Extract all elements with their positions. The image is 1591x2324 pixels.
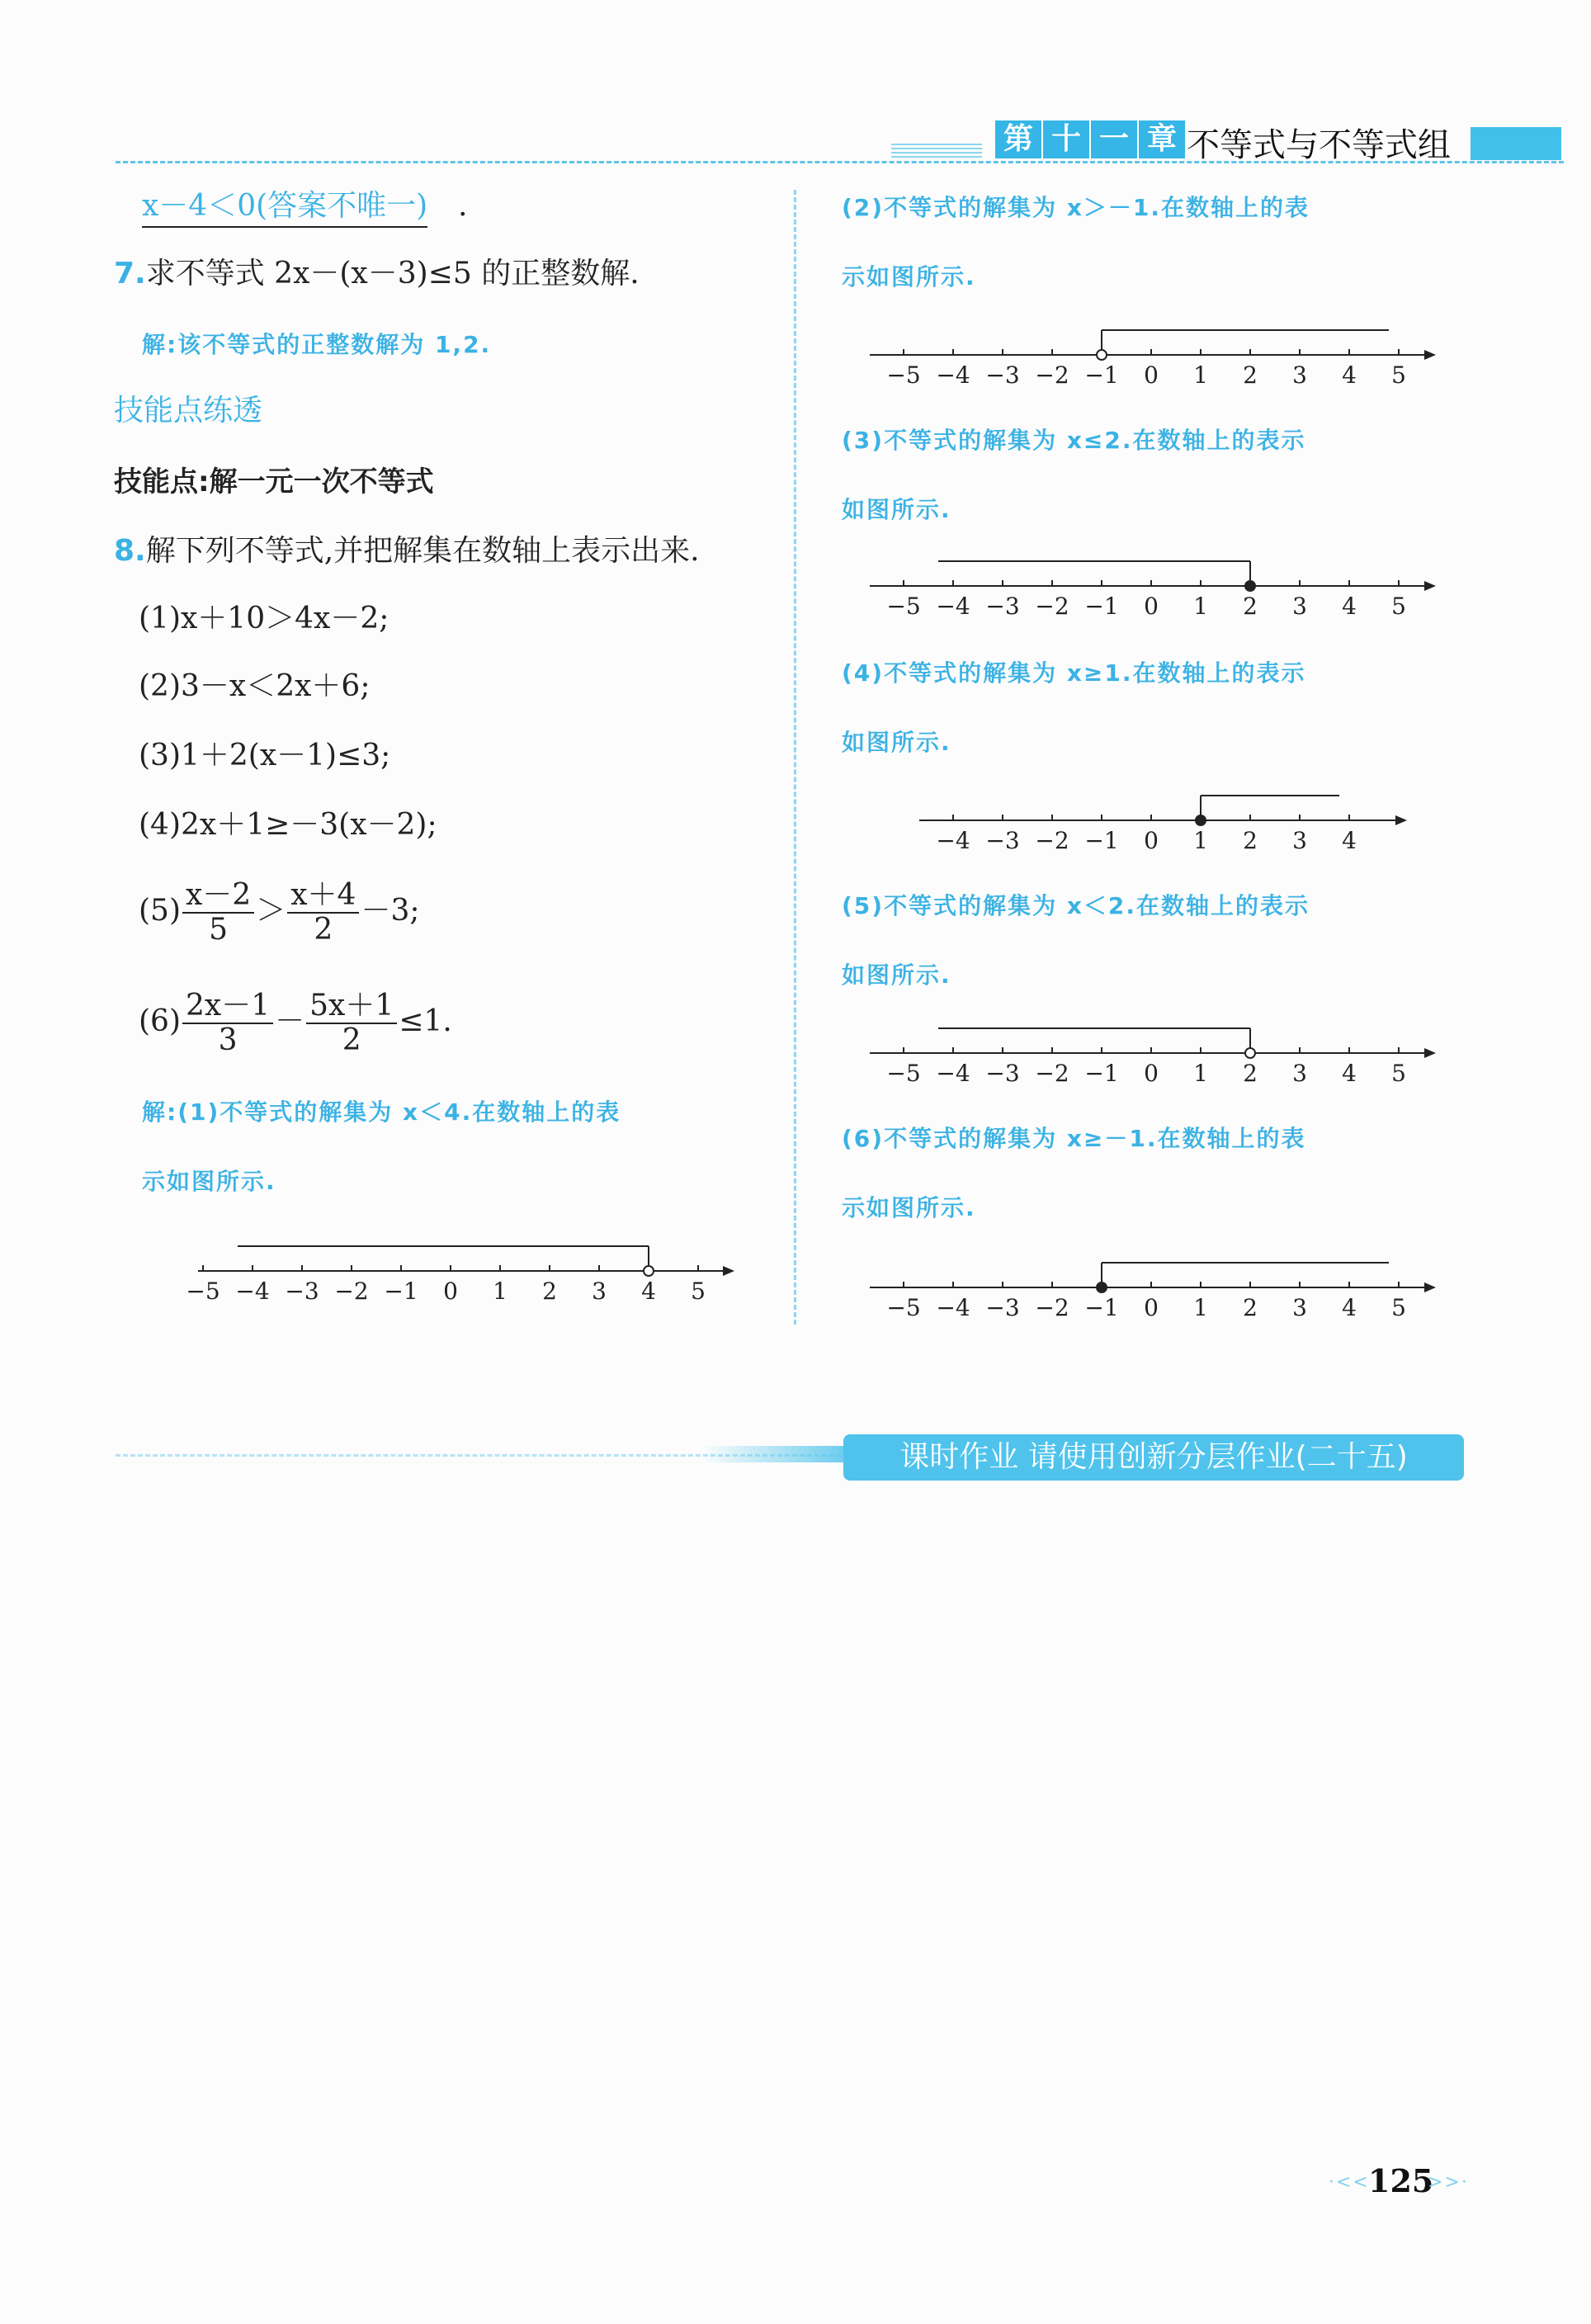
tick-label: 2	[1243, 593, 1258, 620]
tick-label: 2	[1243, 1294, 1258, 1321]
answer-6-line-1: (6)不等式的解集为 x≥－1.在数轴上的表	[842, 1125, 1306, 1152]
question-7-number: 7.	[114, 257, 146, 290]
tick-label: 1	[1193, 593, 1208, 620]
answer-3-line-1: (3)不等式的解集为 x≤2.在数轴上的表示	[842, 427, 1306, 454]
answer-6-line-2: 示如图所示.	[842, 1194, 976, 1221]
axis-arrow	[1424, 1048, 1436, 1058]
tick-label: 5	[1391, 593, 1406, 620]
item6-fraction-2	[306, 990, 397, 1057]
number-line-6	[858, 1254, 1452, 1329]
tick-label: −3	[985, 1294, 1020, 1321]
column-divider	[794, 190, 796, 1325]
answer-2-line-2: 示如图所示.	[842, 263, 976, 290]
tick-label: 0	[1144, 1294, 1159, 1321]
tick-label: −1	[1084, 361, 1119, 389]
tick-label: −2	[1035, 361, 1069, 389]
chapter-char-2: 十	[1043, 120, 1089, 158]
answer-4-line-1: (4)不等式的解集为 x≥1.在数轴上的表示	[842, 659, 1306, 687]
chapter-char-3: 一	[1091, 120, 1137, 158]
tick-label: 3	[1292, 593, 1307, 620]
tick-label: −4	[936, 1294, 970, 1321]
footer-gradient	[701, 1446, 866, 1462]
tick-label: −3	[985, 361, 1020, 389]
skill-heading: 技能点:解一元一次不等式	[114, 465, 434, 498]
item5-numerator-1: x－2	[182, 879, 254, 914]
tick-label: −2	[1035, 827, 1069, 854]
section-title: 技能点练透	[114, 394, 263, 427]
number-line-5	[858, 1020, 1452, 1094]
tick-label: −1	[1084, 1294, 1119, 1321]
tick-label: −2	[1035, 1294, 1069, 1321]
tick-label: 0	[443, 1278, 458, 1305]
tick-label: 3	[1292, 1294, 1307, 1321]
axis-arrow	[1424, 1282, 1436, 1292]
tick-label: −2	[1035, 593, 1069, 620]
tick-label: 4	[1342, 827, 1357, 854]
item5-denominator-2: 2	[314, 913, 333, 947]
homework-banner: 课时作业 请使用创新分层作业(二十五)	[843, 1434, 1464, 1481]
tick-label: 5	[1391, 1060, 1406, 1087]
tick-label: −4	[936, 361, 970, 389]
item5-prefix: (5)	[139, 894, 181, 928]
chapter-title: 不等式与不等式组	[1187, 126, 1451, 164]
tick-label: 2	[1243, 827, 1258, 854]
item6-tail: ≤1.	[399, 1004, 452, 1038]
page-number-deco-left: ·<<	[1329, 2172, 1370, 2193]
tick-label: −5	[186, 1278, 220, 1305]
tick-label: 4	[1342, 1294, 1357, 1321]
item5-fraction-2	[287, 879, 359, 947]
tick-label: −1	[384, 1278, 418, 1305]
tick-label: 3	[1292, 361, 1307, 389]
tick-label: −3	[985, 827, 1020, 854]
question-7	[114, 256, 640, 292]
tick-label: 5	[1391, 1294, 1406, 1321]
number-line-4	[908, 787, 1419, 862]
tick-label: −5	[886, 593, 921, 620]
tick-label: 3	[592, 1278, 607, 1305]
answer-1-line-1: 解:(1)不等式的解集为 x＜4.在数轴上的表	[142, 1098, 621, 1126]
item6-denominator-1: 3	[218, 1023, 238, 1057]
tick-label: 1	[1193, 361, 1208, 389]
tick-label: −1	[1084, 1060, 1119, 1087]
item5-numerator-2: x＋4	[287, 879, 359, 914]
q8-item-2: (2)3－x＜2x＋6;	[139, 669, 371, 703]
tick-label: 2	[1243, 361, 1258, 389]
tick-label: −3	[985, 1060, 1020, 1087]
tick-label: 0	[1144, 593, 1159, 620]
tick-label: −4	[235, 1278, 270, 1305]
axis-arrow	[723, 1266, 734, 1276]
tick-label: 0	[1144, 827, 1159, 854]
blank-period: .	[458, 189, 468, 223]
tick-label: 0	[1144, 361, 1159, 389]
q8-item-6	[139, 987, 452, 1057]
tick-label: −1	[1084, 593, 1119, 620]
tick-label: 3	[1292, 1060, 1307, 1087]
open-point	[1245, 1048, 1255, 1058]
question-8-number: 8.	[114, 534, 146, 568]
tick-label: 4	[1342, 361, 1357, 389]
item6-operator: －	[275, 1004, 305, 1038]
item5-fraction-1	[182, 879, 254, 947]
open-point	[1097, 350, 1107, 360]
tick-label: −3	[985, 593, 1020, 620]
answer-2-line-1: (2)不等式的解集为 x＞－1.在数轴上的表	[842, 194, 1310, 221]
item6-denominator-2: 2	[342, 1023, 361, 1057]
q8-item-1: (1)x＋10＞4x－2;	[139, 602, 389, 635]
question-8-text: 解下列不等式,并把解集在数轴上表示出来.	[145, 534, 700, 568]
tick-label: 5	[1391, 361, 1406, 389]
q8-item-3: (3)1＋2(x－1)≤3;	[139, 739, 391, 772]
answer-1-line-2: 示如图所示.	[142, 1168, 276, 1195]
page-number-deco-right: >>·	[1428, 2172, 1469, 2193]
tick-label: −1	[1084, 827, 1119, 854]
tick-label: 4	[641, 1278, 656, 1305]
tick-label: 2	[1243, 1060, 1258, 1087]
tick-label: 3	[1292, 827, 1307, 854]
tick-label: −4	[936, 1060, 970, 1087]
answer-5-line-1: (5)不等式的解集为 x＜2.在数轴上的表示	[842, 892, 1310, 919]
item5-tail: －3;	[361, 894, 420, 928]
chapter-char-1: 第	[995, 120, 1041, 158]
tick-label: −4	[936, 593, 970, 620]
page-number: 125	[1368, 2162, 1434, 2199]
tick-label: 1	[1193, 1060, 1208, 1087]
closed-point	[1097, 1282, 1107, 1292]
item5-operator: ＞	[256, 894, 286, 928]
closed-point	[1196, 815, 1206, 825]
tick-label: −2	[334, 1278, 369, 1305]
item6-prefix: (6)	[139, 1004, 181, 1038]
answer-4-line-2: 如图所示.	[842, 729, 951, 756]
tick-label: 5	[691, 1278, 706, 1305]
answer-5-line-2: 如图所示.	[842, 961, 951, 989]
tick-label: −5	[886, 361, 921, 389]
axis-arrow	[1395, 815, 1407, 825]
tick-label: 4	[1342, 1060, 1357, 1087]
number-line-1	[165, 1238, 743, 1312]
tick-label: 2	[542, 1278, 557, 1305]
blank-answer: x－4＜0(答案不唯一)	[142, 188, 427, 228]
chapter-char-4: 章	[1139, 120, 1185, 158]
header-accent-bar	[1471, 127, 1561, 160]
closed-point	[1245, 581, 1255, 591]
item6-numerator-1: 2x－1	[182, 990, 273, 1024]
question-7-answer: 解:该不等式的正整数解为 1,2.	[142, 331, 492, 358]
item6-fraction-1	[182, 990, 273, 1057]
q8-item-4: (4)2x＋1≥－3(x－2);	[139, 808, 437, 842]
tick-label: −2	[1035, 1060, 1069, 1087]
axis-arrow	[1424, 350, 1436, 360]
tick-label: 1	[1193, 827, 1208, 854]
question-8	[114, 533, 700, 569]
tick-label: −5	[886, 1060, 921, 1087]
tick-label: −3	[285, 1278, 319, 1305]
answer-3-line-2: 如图所示.	[842, 496, 951, 523]
item5-denominator-1: 5	[209, 913, 229, 947]
open-point	[644, 1266, 654, 1276]
question-7-text: 求不等式 2x－(x－3)≤5 的正整数解.	[145, 257, 640, 290]
tick-label: 1	[1193, 1294, 1208, 1321]
number-line-2	[858, 322, 1452, 396]
tick-label: 1	[493, 1278, 508, 1305]
item6-numerator-2: 5x＋1	[306, 990, 397, 1024]
tick-label: 4	[1342, 593, 1357, 620]
axis-arrow	[1424, 581, 1436, 591]
number-line-3	[858, 553, 1452, 627]
header-decoration	[891, 144, 982, 160]
tick-label: −4	[936, 827, 970, 854]
q8-item-5	[139, 876, 420, 947]
tick-label: 0	[1144, 1060, 1159, 1087]
tick-label: −5	[886, 1294, 921, 1321]
